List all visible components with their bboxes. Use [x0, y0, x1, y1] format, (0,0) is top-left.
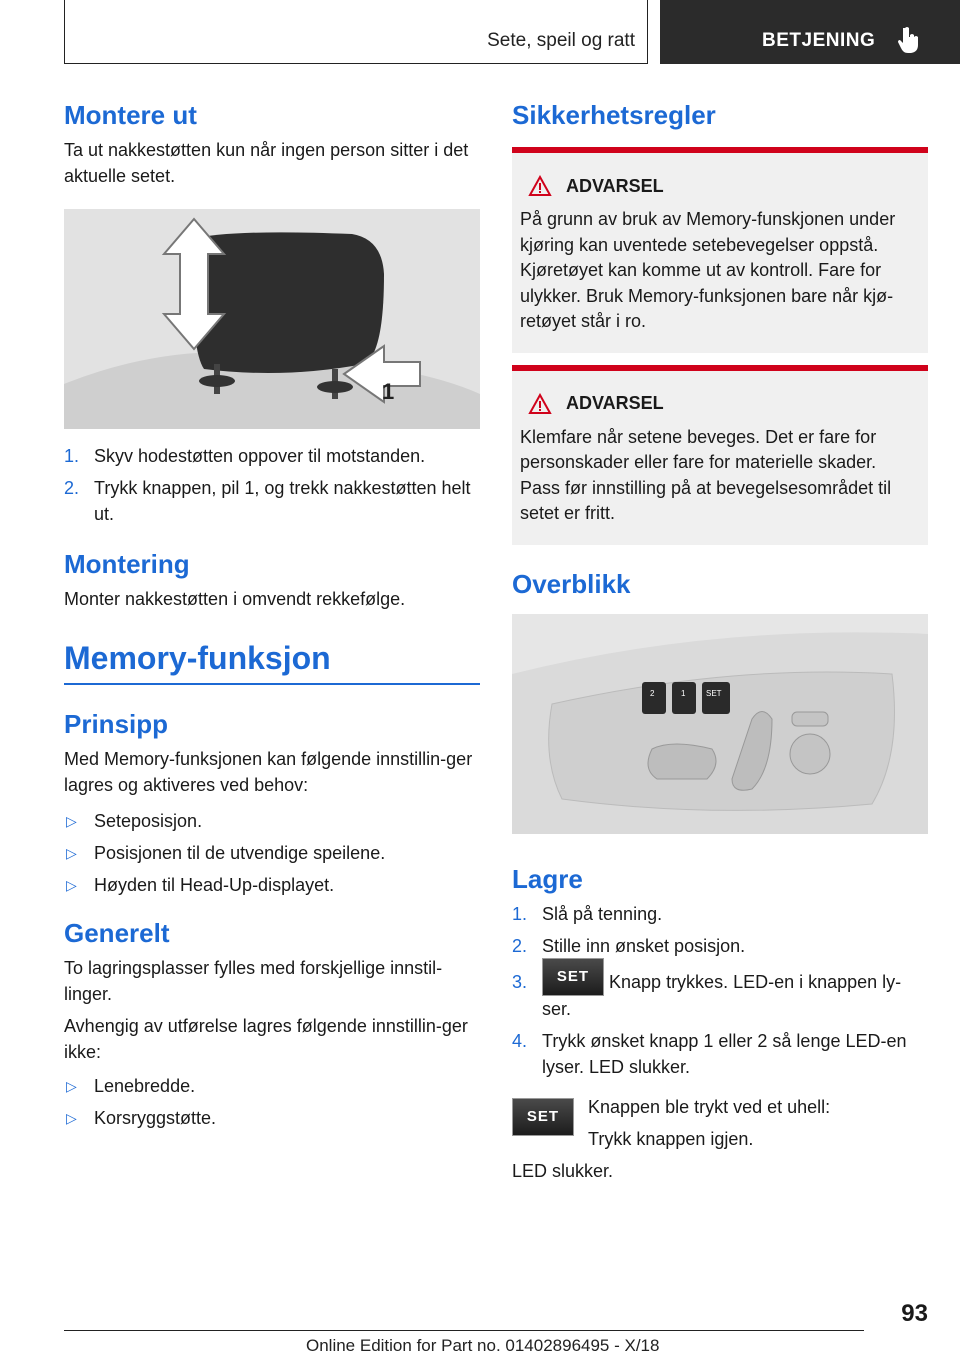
montere-ut-intro: Ta ut nakkestøtten kun når ingen person sitter i det aktuelle setet.	[64, 140, 469, 186]
list-item: ▷ Seteposisjon.	[64, 808, 480, 834]
section-title-prinsipp: Prinsipp	[64, 709, 169, 739]
triangle-bullet-icon: ▷	[66, 813, 77, 829]
memory-button-set-label: SET	[706, 688, 722, 698]
montering-text: Monter nakkestøtten i omvendt rekkefølge.	[64, 589, 406, 609]
list-item: 3. SET Knapp trykkes. LED-en i knappen ly-ser.	[512, 969, 928, 1022]
seat-controls-image	[512, 614, 928, 834]
warning-triangle-icon	[528, 175, 552, 197]
list-item: ▷ Korsryggstøtte.	[64, 1105, 480, 1131]
list-item: 4. Trykk ønsket knapp 1 eller 2 så lenge LED-en lyser. LED slukker.	[512, 1030, 907, 1077]
note-line-3: LED slukker.	[512, 1160, 614, 1181]
accidental-press-note	[512, 1094, 928, 1154]
memory-button-2-label: 2	[650, 688, 655, 698]
warning-title: ADVARSEL	[566, 393, 664, 413]
headrest-illustration	[64, 209, 480, 429]
prinsipp-list	[64, 808, 480, 898]
prinsipp-text: Med Memory-funksjonen kan følgende innstillin-ger lagres og aktiveres ved behov:	[64, 749, 473, 795]
triangle-bullet-icon: ▷	[66, 845, 77, 861]
list-item: ▷ Posisjonen til de utvendige speilene.	[64, 840, 480, 866]
chapter-title-memory: Memory-funksjon	[64, 640, 480, 685]
warning-triangle-icon	[528, 393, 552, 415]
triangle-bullet-icon: ▷	[66, 1110, 77, 1126]
section-title-sikkerhet: Sikkerhetsregler	[512, 100, 716, 130]
hand-pointer-icon	[896, 26, 922, 54]
left-column	[64, 100, 480, 1137]
memory-button-1-label: 1	[681, 688, 686, 698]
section-title-montere-ut: Montere ut	[64, 100, 197, 130]
note-line-1: Knappen ble trykt ved et uhell:	[588, 1096, 831, 1117]
generelt-list	[64, 1073, 480, 1131]
header-chapter-box	[660, 0, 960, 64]
page-number: 93	[901, 1300, 928, 1327]
footer-edition: Online Edition for Part no. 01402896495 - X/18	[306, 1336, 660, 1355]
warning-box-2	[512, 365, 928, 545]
headrest-image	[64, 209, 480, 429]
list-item: 2. Stille inn ønsket posisjon.	[512, 935, 746, 956]
triangle-bullet-icon: ▷	[66, 877, 77, 893]
section-title-generelt: Generelt	[64, 918, 170, 948]
warning-text: Klemfare når setene beveges. Det er fare for personskader eller fare for materielle skader. Pass før innstilling på at bevegelsesområdet til setet er fritt.	[520, 426, 892, 523]
image-callout-label: 1	[382, 379, 395, 404]
warning-box-1	[512, 147, 928, 353]
seat-controls-illustration	[512, 614, 928, 834]
right-column	[512, 100, 928, 1190]
header-section-title: Sete, speil og ratt	[487, 30, 635, 51]
list-item: 1. Skyv hodestøtten oppover til motstanden.	[64, 446, 426, 466]
warning-title: ADVARSEL	[566, 175, 664, 196]
section-title-lagre: Lagre	[512, 863, 583, 894]
section-title-overblikk: Overblikk	[512, 568, 631, 599]
header-chapter-title: BETJENING	[762, 30, 876, 51]
header-section-box	[64, 0, 648, 64]
lagre-steps	[512, 901, 928, 1080]
section-title-montering: Montering	[64, 549, 190, 579]
list-item: ▷ Lenebredde.	[64, 1073, 480, 1099]
montere-ut-steps	[64, 443, 480, 527]
set-button-icon: SET	[542, 958, 604, 996]
warning-text: På grunn av bruk av Memory-funskjonen under kjøring kan uventede setebevegelser oppstå. Kjøretøyet kan komme ut av kontroll. Fare for ulykker. Bruk Memory-funksjonen bare når kjø-retøyet står i ro.	[520, 209, 896, 331]
note-line-2: Trykk knappen igjen.	[588, 1128, 754, 1149]
list-item: ▷ Høyden til Head-Up-displayet.	[64, 872, 480, 898]
triangle-bullet-icon: ▷	[66, 1078, 77, 1094]
footer-divider	[64, 1330, 864, 1331]
set-button-icon: SET	[512, 1098, 574, 1136]
list-item: 1. Slå på tenning.	[512, 903, 663, 924]
generelt-text-1: To lagringsplasser fylles med forskjellige innstil-linger.	[64, 958, 443, 1004]
generelt-text-2: Avhengig av utførelse lagres følgende innstillin-ger ikke:	[64, 1016, 468, 1062]
list-item: 2. Trykk knappen, pil 1, og trekk nakkestøtten helt ut.	[64, 478, 471, 524]
